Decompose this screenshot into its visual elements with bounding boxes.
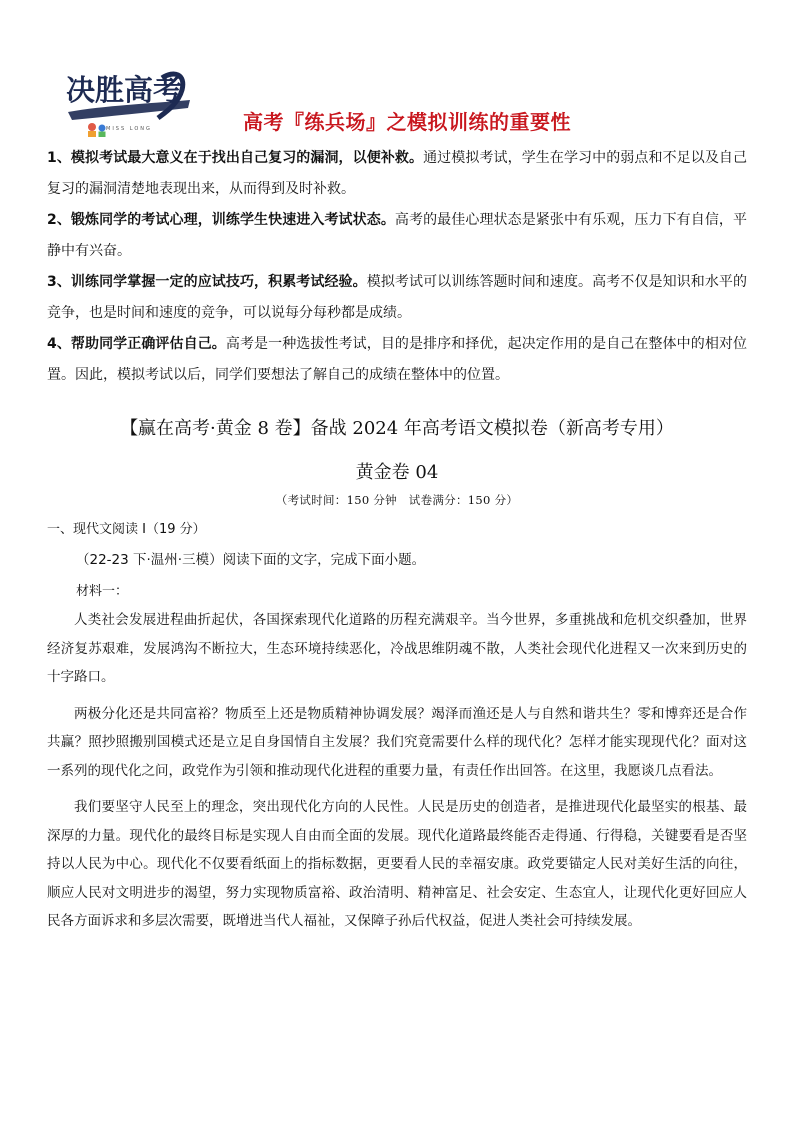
benefit-heading: 4、帮助同学正确评估自己。: [47, 336, 226, 352]
material-label: 材料一：: [76, 584, 129, 599]
section-heading: 一、现代文阅读 I（19 分）: [47, 522, 206, 537]
benefit-heading: 2、锻炼同学的考试心理，训练学生快速进入考试状态。: [47, 212, 395, 228]
question-source: （22-23 下·温州·三模）阅读下面的文字，完成下面小题。: [76, 552, 426, 568]
benefit-item: [47, 267, 747, 329]
benefit-heading: 3、训练同学掌握一定的应试技巧，积累考试经验。: [47, 274, 367, 290]
page-title: [0, 106, 794, 135]
logo-text: 决胜高考: [66, 73, 183, 107]
benefit-item: [47, 329, 747, 391]
benefit-item: [47, 205, 747, 267]
benefit-heading: 1、模拟考试最大意义在于找出自己复习的漏洞，以便补救。: [47, 150, 424, 166]
exam-subtitle: 黄金卷 04: [355, 462, 439, 483]
benefit-text: 高考是一种选拔性考试，目的是排序和择优，起决定作用的是自己在整体中的相对位置。因此，模拟考试以后，同学们要想法了解自己的成绩在整体中的位置。: [47, 336, 747, 383]
page-title-text: 高考『练兵场』之模拟训练的重要性: [243, 110, 571, 134]
passage-paragraph: 我们要坚守人民至上的理念，突出现代化方向的人民性。人民是历史的创造者，是推进现代化最坚实的根基、最深厚的力量。现代化的最终目标是实现人自由而全面的发展。现代化道路最终能否走得通、行得稳，关键要看是否坚持以人民为中心。现代化不仅要看纸面上的指标数据，更要看人民的幸福安康。政党要锚定人民对美好生活的向往，顺应人民对文明进步的渴望，努力实现物质富裕、政治清明、精神富足、社会安定、生态宜人，让现代化更好回应人民各方面诉求和多层次需要，既增进当代人福祉，又保障子孙后代权益，促进人类社会可持续发展。: [47, 799, 747, 929]
benefits-list: [47, 143, 747, 391]
logo-subtext: MISS LONG: [106, 126, 152, 132]
benefit-text: 通过模拟考试，学生在学习中的弱点和不足以及自己复习的漏洞清楚地表现出来，从而得到及时补救。: [47, 150, 748, 197]
benefit-item: [47, 143, 747, 205]
exam-title: 【赢在高考·黄金 8 卷】备战 2024 年高考语文模拟卷（新高考专用）: [120, 418, 674, 439]
exam-meta: （考试时间：150 分钟 试卷满分：150 分）: [275, 493, 519, 507]
reading-passage: [47, 606, 747, 944]
benefit-text: 模拟考试可以训练答题时间和速度。高考不仅是知识和水平的竞争，也是时间和速度的竞争，可以说每分每秒都是成绩。: [47, 274, 748, 321]
benefit-text: 高考的最佳心理状态是紧张中有乐观，压力下有自信，平静中有兴奋。: [47, 212, 748, 259]
passage-paragraph: 人类社会发展进程曲折起伏，各国探索现代化道路的历程充满艰辛。当今世界，多重挑战和危机交织叠加，世界经济复苏艰难，发展鸿沟不断拉大，生态环境持续恶化，冷战思维阴魂不散，人类社会现代化进程又一次来到历史的十字路口。: [47, 612, 747, 685]
passage-paragraph: 两极分化还是共同富裕？物质至上还是物质精神协调发展？竭泽而渔还是人与自然和谐共生？零和博弈还是合作共赢？照抄照搬别国模式还是立足自身国情自主发展？我们究竟需要什么样的现代化？怎样才能实现现代化？面对这一系列的现代化之问，政党作为引领和推动现代化进程的重要力量，有责任作出回答。在这里，我愿谈几点看法。: [47, 705, 747, 779]
